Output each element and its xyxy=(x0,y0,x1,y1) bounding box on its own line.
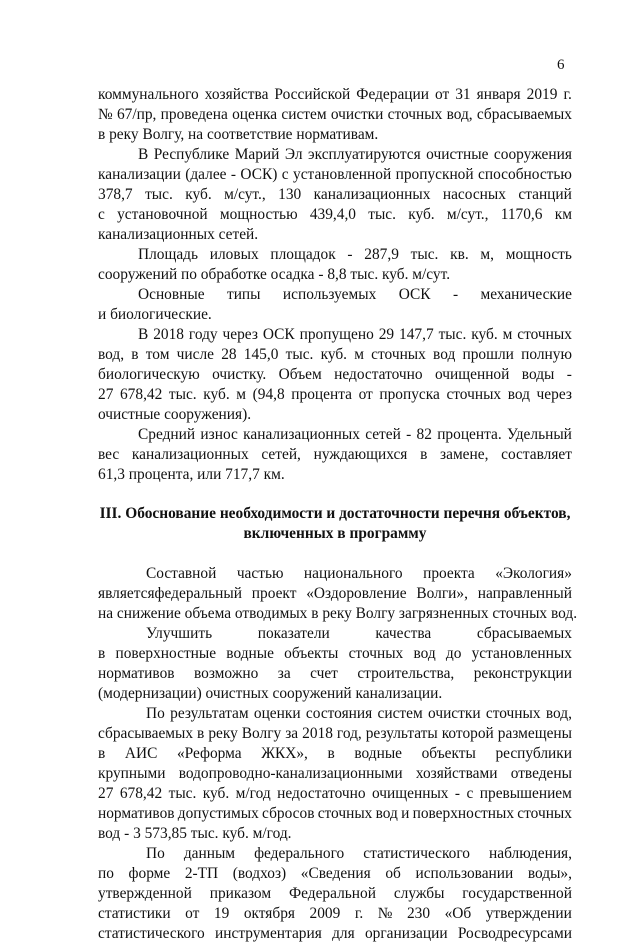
text-line: По результатам оценки состояния систем очистки сточных вод, xyxy=(146,705,572,722)
text-line: биологическую очистку. Объем недостаточно очищенной воды - xyxy=(98,366,572,383)
text-line: вес канализационных сетей, нуждающихся в замене, составляет xyxy=(98,446,572,463)
text-line: (модернизации) очистных сооружений канализации. xyxy=(98,685,443,702)
text-line: Средний износ канализационных сетей - 82 процента. Удельный xyxy=(138,426,572,443)
text-line: статистики от 19 октября 2009 г. № 230 «Об утверждении xyxy=(98,905,572,922)
text-line: Улучшить показатели качества сбрасываемых xyxy=(146,625,572,642)
text-line: сооружений по обработке осадка - 8,8 тыс. куб. м/сут. xyxy=(98,266,451,283)
text-line: канализационных сетей. xyxy=(98,226,259,243)
text-line: Основные типы используемых ОСК - механические xyxy=(138,286,572,303)
page-number: 6 xyxy=(557,57,565,73)
text-line: По данным федерального статистического наблюдения, xyxy=(146,845,572,862)
section-heading-line: включенных в программу xyxy=(243,525,427,542)
document-body xyxy=(98,85,578,944)
text-line: статистического инструментария для организации Росводресурсами xyxy=(98,925,572,942)
text-line: 27 678,42 тыс. куб. м/год недостаточно очищенных - с превышением xyxy=(98,785,572,802)
text-line: вод, в том числе 28 145,0 тыс. куб. м сточных вод прошли полную xyxy=(98,346,572,363)
text-line: нормативов возможно за счет строительства, реконструкции xyxy=(98,665,572,682)
section-heading xyxy=(98,504,572,544)
text-line: по форме 2-ТП (водхоз) «Сведения об использовании воды», xyxy=(98,865,572,882)
text-line: в поверхностные водные объекты сточных вод до установленных xyxy=(98,645,572,662)
text-line: Составной частью национального проекта «Экология» xyxy=(146,565,572,582)
text-line: В Республике Марий Эл эксплуатируются очистные сооружения xyxy=(138,146,572,163)
text-line: являетсяфедеральный проект «Оздоровление Волги», направленный xyxy=(98,585,572,602)
text-line: на снижение объема отводимых в реку Волгу загрязненных сточных вод. xyxy=(98,605,578,622)
text-line: 378,7 тыс. куб. м/сут., 130 канализационных насосных станций xyxy=(98,186,572,203)
text-line: вод - 3 573,85 тыс. куб. м/год. xyxy=(98,825,292,842)
section-heading-line: III. Обоснование необходимости и достаточности перечня объектов, xyxy=(99,505,571,522)
text-line: сбрасываемых в реку Волгу за 2018 год, результаты которой размещены xyxy=(98,725,572,742)
text-line: с установочной мощностью 439,4,0 тыс. куб. м/сут., 1170,6 км xyxy=(98,206,572,223)
text-line: 61,3 процента, или 717,7 км. xyxy=(98,466,285,483)
text-line: № 67/пр, проведена оценка систем очистки сточных вод, сбрасываемых xyxy=(98,106,572,123)
text-line: 27 678,42 тыс. куб. м (94,8 процента от пропуска сточных вод через xyxy=(98,386,572,403)
text-line: в реку Волгу, на соответствие нормативам. xyxy=(98,126,379,143)
text-line: В 2018 году через ОСК пропущено 29 147,7 тыс. куб. м сточных xyxy=(138,326,572,343)
text-line: крупными водопроводно-канализационными хозяйствами отведены xyxy=(98,765,572,782)
text-line: утвержденной приказом Федеральной службы государственной xyxy=(98,885,572,902)
text-line: канализации (далее - ОСК) с установленной пропускной способностью xyxy=(98,166,572,183)
text-line: и биологические. xyxy=(98,306,212,323)
text-line: коммунального хозяйства Российской Федерации от 31 января 2019 г. xyxy=(98,86,572,103)
text-line: очистные сооружения). xyxy=(98,406,252,423)
text-line: Площадь иловых площадок - 287,9 тыс. кв. м, мощность xyxy=(138,246,572,263)
text-line: в АИС «Реформа ЖКХ», в водные объекты республики xyxy=(98,745,572,762)
text-line: нормативов допустимых сбросов сточных вод и поверхностных сточных xyxy=(98,805,572,822)
